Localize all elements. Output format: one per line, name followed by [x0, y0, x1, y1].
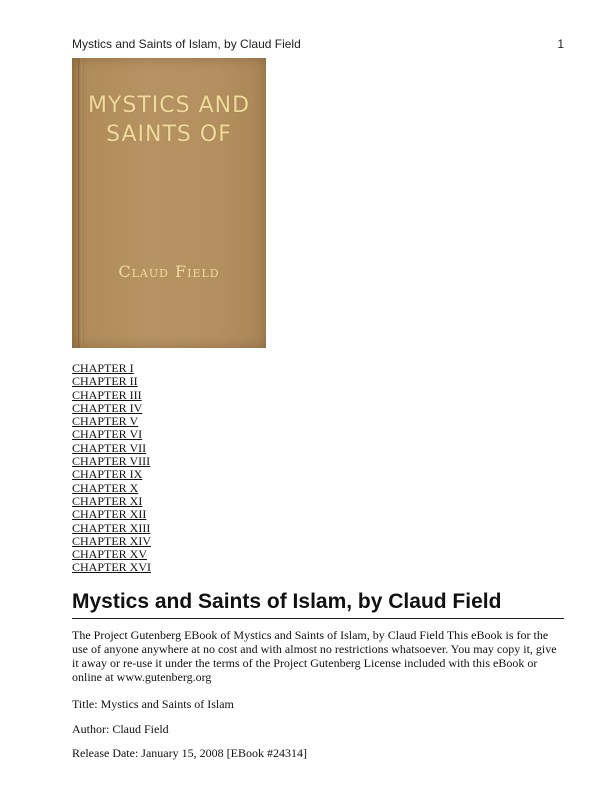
table-of-contents — [72, 362, 151, 575]
toc-link-chapter-5[interactable]: CHAPTER V — [72, 414, 139, 429]
toc-link-chapter-16[interactable]: CHAPTER XVI — [72, 560, 152, 575]
toc-link-chapter-11[interactable]: CHAPTER XI — [72, 493, 143, 508]
intro-paragraph: The Project Gutenberg EBook of Mystics and Saints of Islam, by Claud Field This eBook is for the use of anyone anywhere at no cost and with almost no restrictions whatsoever. You may copy it, give it away or re-use it under the terms of the Project Gutenberg License included with this eBook or online at www.gutenberg.org — [72, 628, 557, 684]
cover-author: Claud Field — [118, 262, 220, 281]
cover-title-line: SAINTS OF — [106, 122, 232, 147]
toc-link-chapter-7[interactable]: CHAPTER VII — [72, 440, 147, 455]
running-title: Mystics and Saints of Islam, by Claud Field — [72, 37, 301, 51]
toc-link-chapter-1[interactable]: CHAPTER I — [72, 361, 134, 375]
meta-author-line: Author: Claud Field — [72, 722, 169, 736]
running-header — [72, 37, 564, 51]
meta-release-line: Release Date: January 15, 2008 [EBook #24314] — [72, 746, 307, 760]
book-cover-image — [72, 58, 266, 348]
toc-link-chapter-12[interactable]: CHAPTER XII — [72, 507, 147, 522]
toc-link-chapter-6[interactable]: CHAPTER VI — [72, 427, 143, 442]
page-number: 1 — [557, 37, 564, 51]
toc-link-chapter-14[interactable]: CHAPTER XIV — [72, 533, 152, 548]
toc-link-chapter-4[interactable]: CHAPTER IV — [72, 400, 143, 415]
cover-title-line: MYSTICS AND — [87, 93, 251, 118]
document-title: Mystics and Saints of Islam, by Claud Field — [72, 590, 564, 619]
meta-title-line: Title: Mystics and Saints of Islam — [72, 697, 234, 711]
toc-link-chapter-9[interactable]: CHAPTER IX — [72, 467, 143, 482]
toc-link-chapter-10[interactable]: CHAPTER X — [72, 480, 139, 495]
cover-title — [72, 91, 266, 149]
toc-link-chapter-3[interactable]: CHAPTER III — [72, 387, 142, 402]
toc-link-chapter-2[interactable]: CHAPTER II — [72, 374, 138, 389]
toc-link-chapter-8[interactable]: CHAPTER VIII — [72, 454, 151, 469]
toc-link-chapter-13[interactable]: CHAPTER XIII — [72, 520, 151, 535]
toc-link-chapter-15[interactable]: CHAPTER XV — [72, 547, 148, 562]
